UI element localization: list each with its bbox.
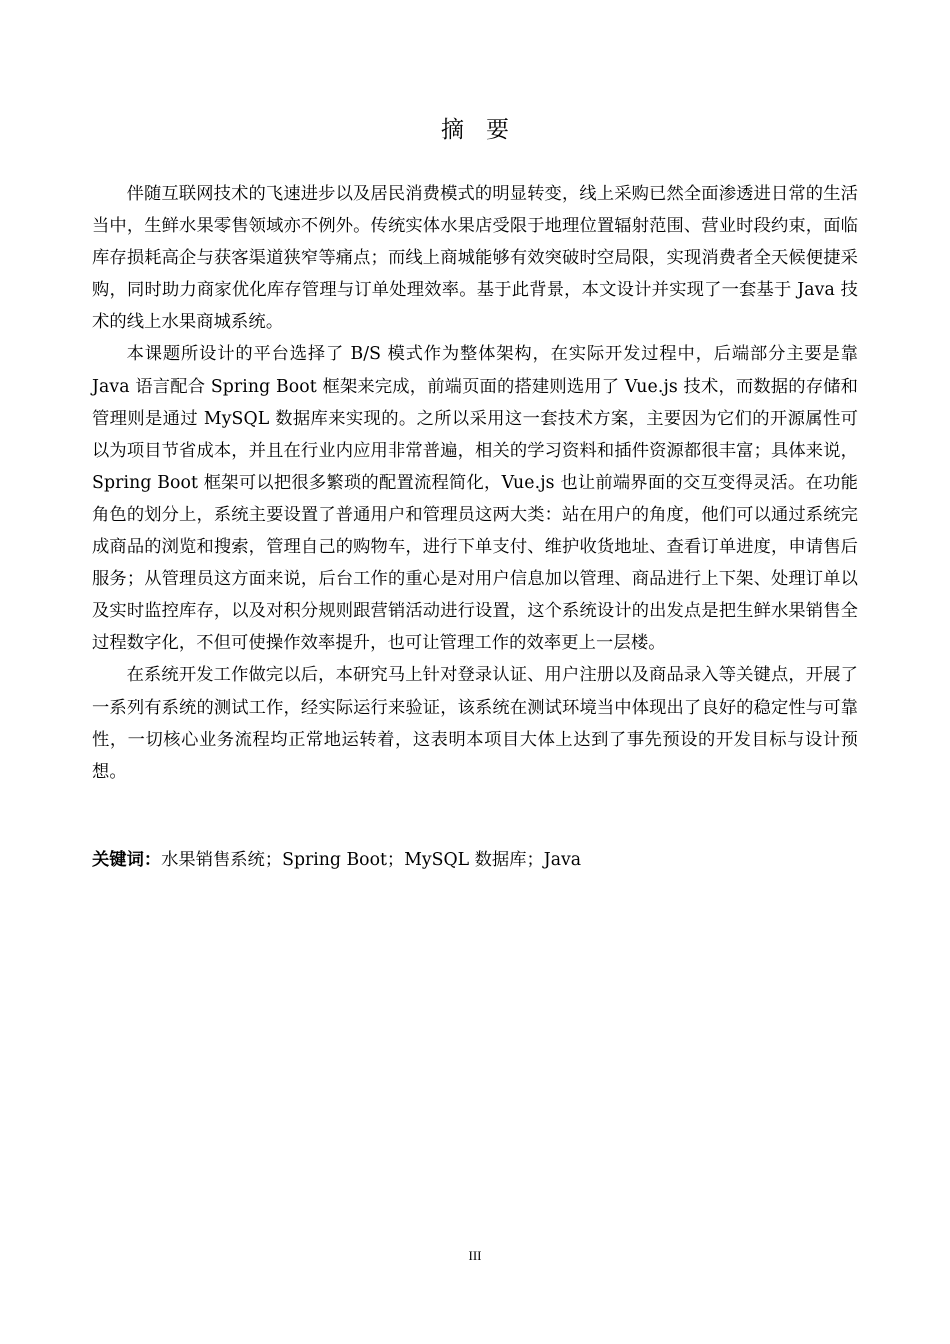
abstract-paragraph-2: 本课题所设计的平台选择了 B/S 模式作为整体架构，在实际开发过程中，后端部分主要是靠 Java 语言配合 Spring Boot 框架来完成，前端页面的搭建则选用了 Vue.js 技术，而数据的存储和管理则是通过 MySQL 数据库来实现的。之所以采用这一套技术方案，主要因为它们的开源属性可以为项目节省成本，并且在行业内应用非常普遍，相关的学习资料和插件资源都很丰富；具体来说，Spring Boot 框架可以把很多繁琐的配置流程简化，Vue.js 也让前端界面的交互变得灵活。在功能角色的划分上，系统主要设置了普通用户和管理员这两大类：站在用户的角度，他们可以通过系统完成商品的浏览和搜索，管理自己的购物车，进行下单支付、维护收货地址、查看订单进度，申请售后服务；从管理员这方面来说，后台工作的重心是对用户信息加以管理、商品进行上下架、处理订单以及实时监控库存，以及对积分规则跟营销活动进行设置，这个系统设计的出发点是把生鲜水果销售全过程数字化，不但可使操作效率提升，也可让管理工作的效率更上一层楼。 <box>92 344 858 654</box>
keywords-label: 关键词： <box>92 850 162 870</box>
keywords-text: 水果销售系统；Spring Boot；MySQL 数据库；Java <box>161 850 582 870</box>
page-number: III <box>468 1248 482 1263</box>
abstract-body <box>92 178 858 788</box>
abstract-paragraph-1: 伴随互联网技术的飞速进步以及居民消费模式的明显转变，线上采购已然全面渗透进日常的生活当中，生鲜水果零售领域亦不例外。传统实体水果店受限于地理位置辐射范围、营业时段约束，面临库存损耗高企与获客渠道狭窄等痛点；而线上商城能够有效突破时空局限，实现消费者全天候便捷采购，同时助力商家优化库存管理与订单处理效率。基于此背景，本文设计并实现了一套基于 Java 技术的线上水果商城系统。 <box>92 184 858 333</box>
abstract-title: 摘要 <box>441 117 531 143</box>
keywords-line <box>92 844 858 876</box>
abstract-paragraph-3: 在系统开发工作做完以后，本研究马上针对登录认证、用户注册以及商品录入等关键点，开展了一系列有系统的测试工作，经实际运行来验证，该系统在测试环境当中体现出了良好的稳定性与可靠性，一切核心业务流程均正常地运转着，这表明本项目大体上达到了事先预设的开发目标与设计预想。 <box>92 665 858 782</box>
